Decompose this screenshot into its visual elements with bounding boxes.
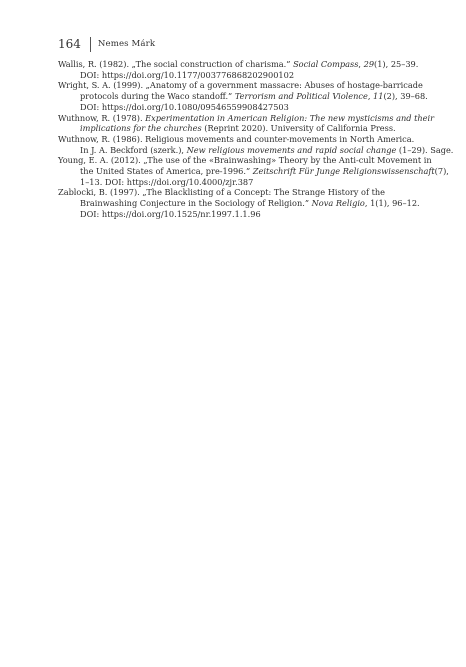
journal-title: Zeitschrift Für Junge Religionswissenschaft [252,166,435,177]
volume: 11 [373,91,384,102]
reference-entry: Zablocki, B. (1997). „The Blacklisting of a Concept: The Strange History of the Brainwashing Conjecture in the Sociology of Religion.” Nova Religio, 1(1), 96–12. DOI: https://doi.org/10.1525/nr.1997.1.1.96 [58,187,420,219]
journal-title: Terrorism and Political Violence [234,91,368,102]
book-title: New religious movements and rapid social change [186,144,397,155]
doi: 1–13. DOI: https://doi.org/10.4000/zjr.387 [80,176,254,187]
reference-entry: Wuthnow, R. (1978). Experimentation in American Religion: The new mysticisms and their implications for the churches (Reprint 2020). University of California Press. [58,112,435,134]
book-title: Experimentation in American Religion: The new mysticisms and their [145,112,435,123]
page-number: 164 [58,37,81,51]
doi: DOI: https://doi.org/10.1177/003776868202900102 [80,69,295,80]
doi: DOI: https://doi.org/10.1525/nr.1997.1.1.96 [80,208,261,219]
reference-entry: Wright, S. A. (1999). „Anatomy of a government massacre: Abuses of hostage-barricade protocols during the Waco standoff.” Terrorism and Political Violence, 11(2), 39–68. DOI: https://doi.org/10.1080/09546559908427503 [58,80,428,112]
running-head [58,36,155,52]
reference-entry: Wuthnow, R. (1986). Religious movements and counter-movements in North America. In J. A. Beckford (szerk.), New religious movements and rapid social change (1–29). Sage. [58,133,454,155]
reference-entry: Wallis, R. (1982). „The social construction of charisma.” Social Compass, 29(1), 25–39. DOI: https://doi.org/10.1177/003776868202900102 [58,59,419,80]
volume: 29 [363,59,375,69]
reference-entry: Young, E. A. (2012). „The use of the «Brainwashing» Theory by the Anti-cult Movement in the United States of America, pre-1996.” Zeitschrift Für Junge Religionswissenschaft(7), 1–13. DOI: https://doi.org/10.4000/zjr.387 [58,155,449,187]
reference-list [58,59,454,220]
journal-title: Social Compass [293,59,359,69]
journal-title: Nova Religio [311,198,365,209]
doi: DOI: https://doi.org/10.1080/09546559908427503 [80,101,289,112]
running-head-author: Nemes Márk [97,39,156,49]
book-title: implications for the churches [80,123,202,134]
header-divider [90,37,91,52]
